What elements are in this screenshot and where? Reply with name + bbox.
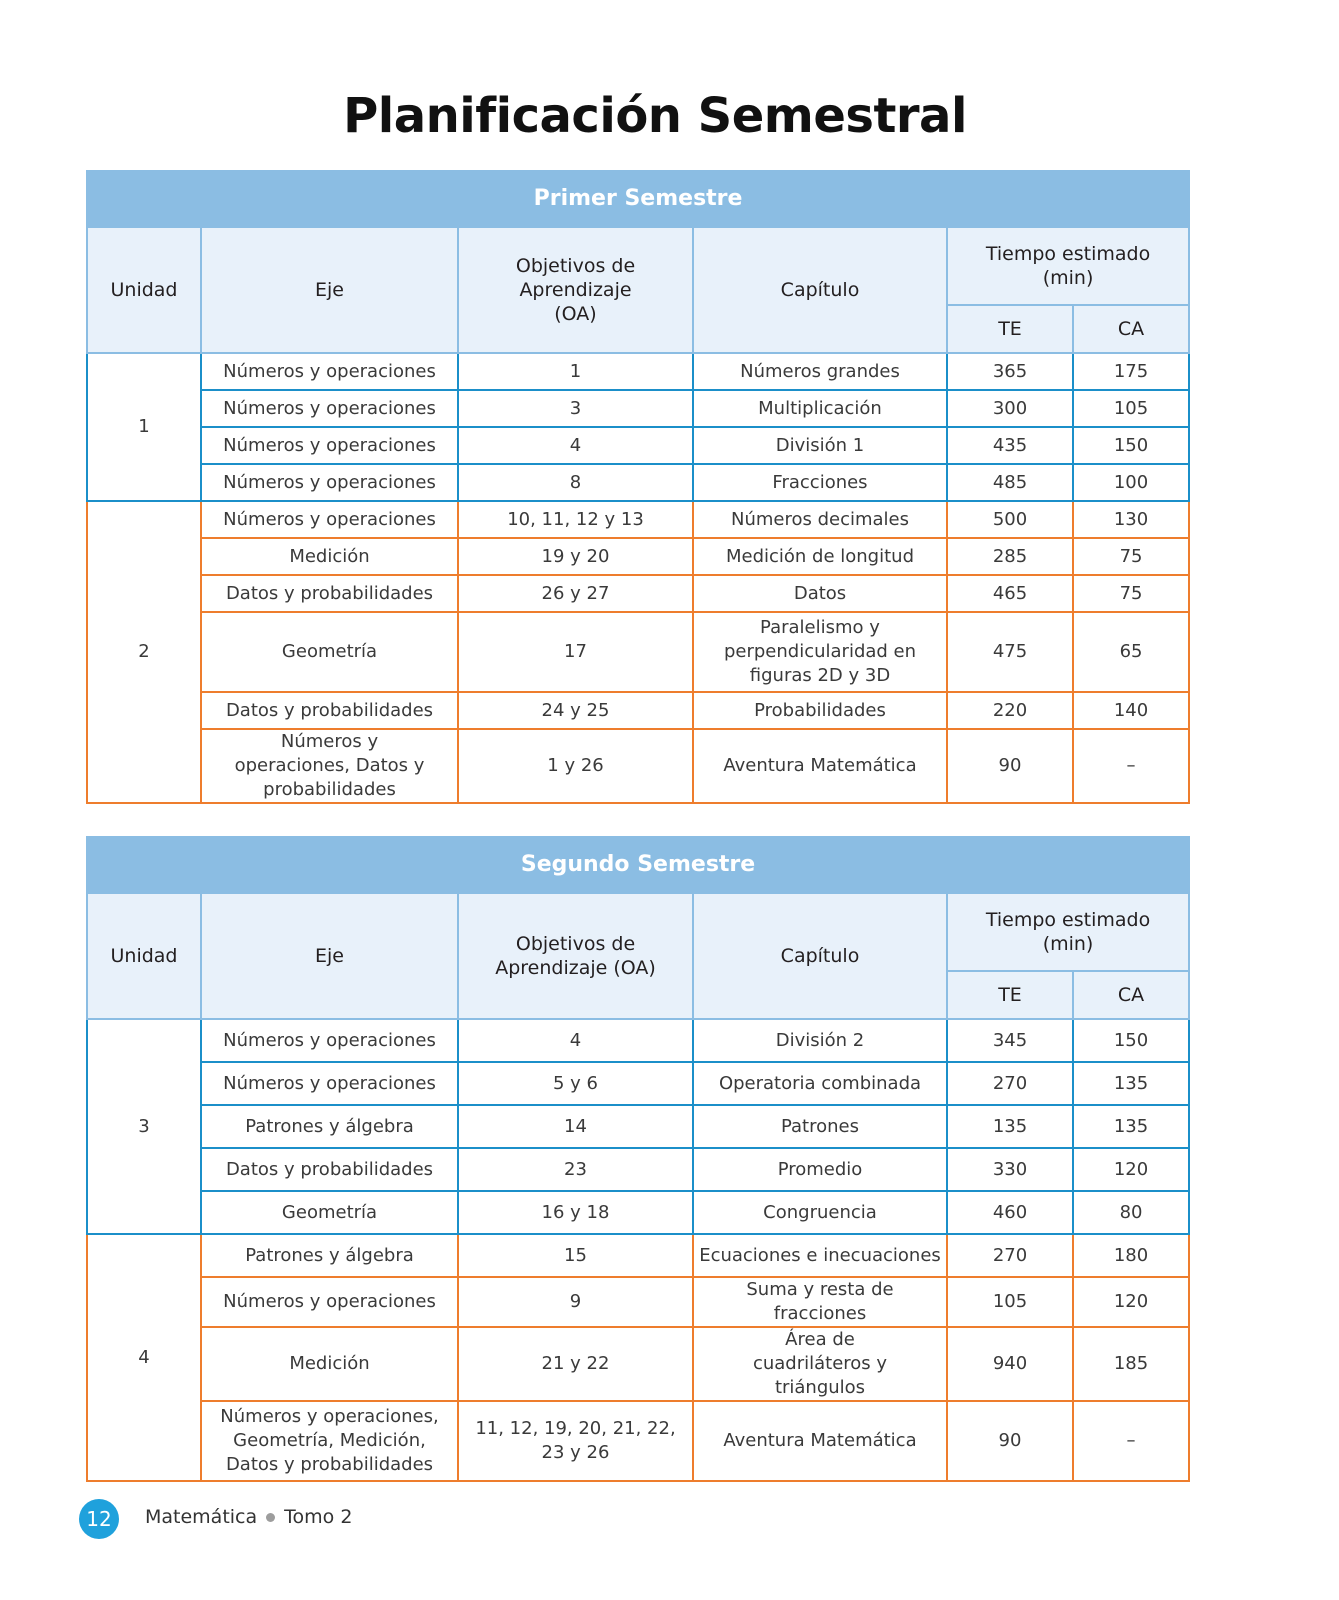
ca-cell: 185 — [1073, 1327, 1189, 1401]
capitulo-cell: Números grandes — [693, 353, 947, 390]
ca-cell: 80 — [1073, 1191, 1189, 1234]
table-row — [87, 1327, 1189, 1401]
capitulo-cell: Congruencia — [693, 1191, 947, 1234]
capitulo-cell: Suma y resta de fracciones — [693, 1277, 947, 1327]
eje-cell: Números y operaciones — [201, 427, 458, 464]
ca-cell: 120 — [1073, 1148, 1189, 1191]
header-eje: Eje — [201, 893, 458, 1019]
unit-number: 4 — [87, 1234, 201, 1481]
capitulo-cell: Operatoria combinada — [693, 1062, 947, 1105]
capitulo-cell: Probabilidades — [693, 692, 947, 729]
eje-cell: Datos y probabilidades — [201, 1148, 458, 1191]
page-number-badge — [79, 1499, 119, 1539]
oa-cell: 5 y 6 — [458, 1062, 693, 1105]
table-row — [87, 1019, 1189, 1062]
oa-cell: 23 — [458, 1148, 693, 1191]
header-capitulo: Capítulo — [693, 893, 947, 1019]
header-te: TE — [947, 971, 1073, 1019]
te-cell: 345 — [947, 1019, 1073, 1062]
first-semester-table — [86, 170, 1190, 804]
header-ca: CA — [1073, 971, 1189, 1019]
page-number: 12 — [86, 1507, 112, 1531]
eje-cell: Números y operaciones, Geometría, Medición, Datos y probabilidades — [201, 1401, 458, 1481]
te-cell: 285 — [947, 538, 1073, 575]
eje-cell: Patrones y álgebra — [201, 1234, 458, 1277]
oa-cell: 16 y 18 — [458, 1191, 693, 1234]
eje-cell: Medición — [201, 1327, 458, 1401]
oa-cell: 10, 11, 12 y 13 — [458, 501, 693, 538]
capitulo-cell: Paralelismo y perpendicularidad en figuras 2D y 3D — [693, 612, 947, 692]
te-cell: 465 — [947, 575, 1073, 612]
oa-cell: 9 — [458, 1277, 693, 1327]
semester-title: Segundo Semestre — [87, 837, 1189, 893]
header-capitulo: Capítulo — [693, 227, 947, 353]
capitulo-cell: Patrones — [693, 1105, 947, 1148]
ca-cell: 135 — [1073, 1062, 1189, 1105]
header-tiempo-text: Tiempo estimado (min) — [985, 243, 1151, 289]
capitulo-cell: División 2 — [693, 1019, 947, 1062]
te-cell: 135 — [947, 1105, 1073, 1148]
te-cell: 105 — [947, 1277, 1073, 1327]
page-title: Planificación Semestral — [343, 88, 967, 144]
oa-cell: 11, 12, 19, 20, 21, 22, 23 y 26 — [458, 1401, 693, 1481]
oa-cell: 26 y 27 — [458, 575, 693, 612]
te-cell: 365 — [947, 353, 1073, 390]
eje-cell: Datos y probabilidades — [201, 575, 458, 612]
ca-cell: 100 — [1073, 464, 1189, 501]
unit-number: 2 — [87, 501, 201, 803]
te-cell: 460 — [947, 1191, 1073, 1234]
table-row — [87, 1191, 1189, 1234]
table-row — [87, 390, 1189, 427]
capitulo-cell: Datos — [693, 575, 947, 612]
oa-cell: 17 — [458, 612, 693, 692]
capitulo-cell: Fracciones — [693, 464, 947, 501]
eje-cell: Números y operaciones — [201, 464, 458, 501]
book-name: Matemática — [145, 1506, 258, 1528]
table-row — [87, 464, 1189, 501]
footer-book-info — [145, 1506, 352, 1528]
bullet-dot-icon — [266, 1513, 275, 1522]
capitulo-cell: Multiplicación — [693, 390, 947, 427]
ca-cell: 150 — [1073, 1019, 1189, 1062]
ca-cell: 150 — [1073, 427, 1189, 464]
table-row — [87, 1105, 1189, 1148]
capitulo-cell: Promedio — [693, 1148, 947, 1191]
table-row — [87, 427, 1189, 464]
capitulo-cell: Ecuaciones e inecuaciones — [693, 1234, 947, 1277]
eje-cell: Números y operaciones — [201, 353, 458, 390]
ca-cell: 120 — [1073, 1277, 1189, 1327]
eje-cell: Números y operaciones — [201, 390, 458, 427]
ca-cell: 130 — [1073, 501, 1189, 538]
header-ca: CA — [1073, 305, 1189, 353]
ca-cell: – — [1073, 729, 1189, 803]
ca-cell: 135 — [1073, 1105, 1189, 1148]
te-cell: 90 — [947, 1401, 1073, 1481]
eje-cell: Números y operaciones — [201, 501, 458, 538]
header-oa — [458, 893, 693, 1019]
eje-cell: Patrones y álgebra — [201, 1105, 458, 1148]
table-row — [87, 1401, 1189, 1481]
header-tiempo — [947, 893, 1189, 971]
te-cell: 270 — [947, 1234, 1073, 1277]
ca-cell: 75 — [1073, 538, 1189, 575]
oa-cell: 1 — [458, 353, 693, 390]
te-cell: 90 — [947, 729, 1073, 803]
table-row — [87, 1062, 1189, 1105]
table-row — [87, 353, 1189, 390]
capitulo-cell: Aventura Matemática — [693, 729, 947, 803]
oa-cell: 19 y 20 — [458, 538, 693, 575]
table-row — [87, 1148, 1189, 1191]
semester-title: Primer Semestre — [87, 171, 1189, 227]
te-cell: 475 — [947, 612, 1073, 692]
eje-cell: Datos y probabilidades — [201, 692, 458, 729]
eje-cell: Medición — [201, 538, 458, 575]
te-cell: 940 — [947, 1327, 1073, 1401]
oa-cell: 8 — [458, 464, 693, 501]
eje-cell: Geometría — [201, 612, 458, 692]
capitulo-cell: Números decimales — [693, 501, 947, 538]
header-oa-text: Objetivos de Aprendizaje (OA) — [495, 933, 656, 979]
table-row — [87, 1234, 1189, 1277]
header-te: TE — [947, 305, 1073, 353]
table-row — [87, 1277, 1189, 1327]
eje-cell: Geometría — [201, 1191, 458, 1234]
te-cell: 300 — [947, 390, 1073, 427]
header-unidad: Unidad — [87, 227, 201, 353]
table-row — [87, 575, 1189, 612]
oa-cell: 3 — [458, 390, 693, 427]
unit-number: 1 — [87, 353, 201, 501]
eje-cell: Números y operaciones — [201, 1277, 458, 1327]
oa-cell: 15 — [458, 1234, 693, 1277]
oa-cell: 4 — [458, 1019, 693, 1062]
header-eje: Eje — [201, 227, 458, 353]
header-oa-text: Objetivos de Aprendizaje (OA) — [515, 255, 636, 325]
eje-cell: Números y operaciones — [201, 1062, 458, 1105]
capitulo-cell: Medición de longitud — [693, 538, 947, 575]
table-row — [87, 692, 1189, 729]
header-unidad: Unidad — [87, 893, 201, 1019]
oa-cell: 21 y 22 — [458, 1327, 693, 1401]
volume-name: Tomo 2 — [284, 1506, 353, 1528]
te-cell: 330 — [947, 1148, 1073, 1191]
ca-cell: 180 — [1073, 1234, 1189, 1277]
ca-cell: 140 — [1073, 692, 1189, 729]
header-oa — [458, 227, 693, 353]
oa-cell: 24 y 25 — [458, 692, 693, 729]
unit-number: 3 — [87, 1019, 201, 1234]
eje-cell: Números y operaciones — [201, 1019, 458, 1062]
header-tiempo — [947, 227, 1189, 305]
oa-cell: 4 — [458, 427, 693, 464]
oa-cell: 14 — [458, 1105, 693, 1148]
table-row — [87, 538, 1189, 575]
table-row — [87, 501, 1189, 538]
unit-group — [87, 1234, 1189, 1481]
te-cell: 270 — [947, 1062, 1073, 1105]
te-cell: 220 — [947, 692, 1073, 729]
te-cell: 500 — [947, 501, 1073, 538]
ca-cell: 75 — [1073, 575, 1189, 612]
ca-cell: – — [1073, 1401, 1189, 1481]
ca-cell: 65 — [1073, 612, 1189, 692]
ca-cell: 175 — [1073, 353, 1189, 390]
capitulo-cell: Aventura Matemática — [693, 1401, 947, 1481]
unit-group — [87, 353, 1189, 501]
header-tiempo-text: Tiempo estimado (min) — [985, 909, 1151, 955]
te-cell: 485 — [947, 464, 1073, 501]
te-cell: 435 — [947, 427, 1073, 464]
eje-cell: Números y operaciones, Datos y probabilidades — [201, 729, 458, 803]
second-semester-table — [86, 836, 1190, 1482]
capitulo-cell: Área de cuadriláteros y triángulos — [693, 1327, 947, 1401]
table-row — [87, 729, 1189, 803]
table-row — [87, 612, 1189, 692]
oa-cell: 1 y 26 — [458, 729, 693, 803]
capitulo-cell: División 1 — [693, 427, 947, 464]
unit-group — [87, 1019, 1189, 1234]
unit-group — [87, 501, 1189, 803]
ca-cell: 105 — [1073, 390, 1189, 427]
